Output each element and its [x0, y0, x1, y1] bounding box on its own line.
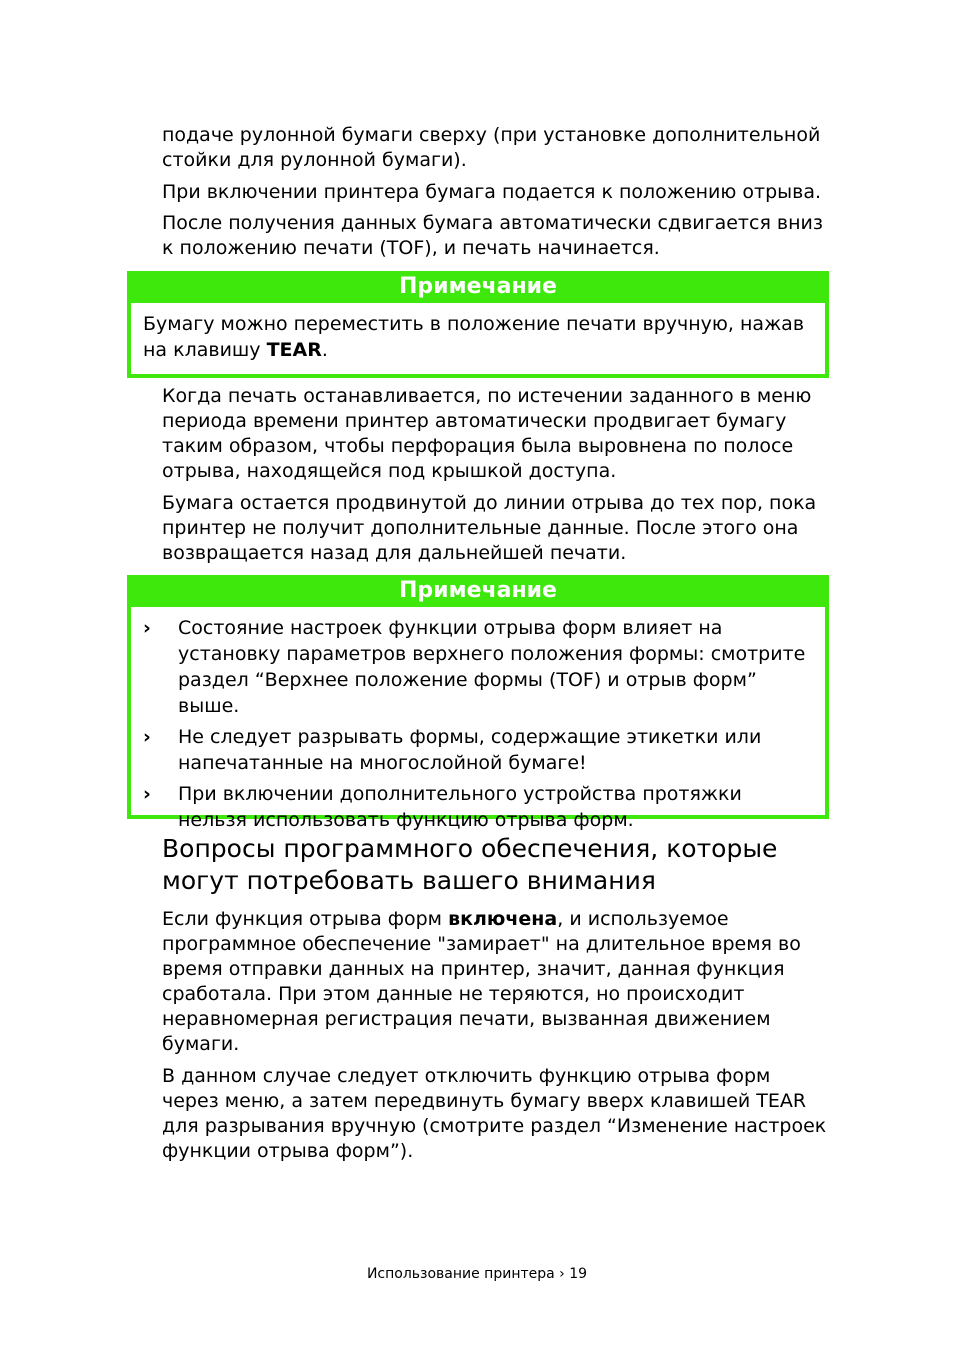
list-item-text: Не следует разрывать формы, содержащие этикетки или напечатанные на многослойной бумаге!: [178, 726, 762, 774]
note-text-part: Бумагу можно переместить в положение печати вручную, нажав на клавишу: [143, 313, 805, 361]
list-item: [143, 615, 813, 719]
note-text: [143, 311, 813, 363]
chevron-right-icon: ›: [143, 617, 151, 639]
list-item: [143, 781, 813, 833]
note-box-2: [127, 575, 829, 831]
section-heading: Вопросы программного обеспечения, которые могут потребовать вашего внимания: [162, 834, 778, 895]
footer-label: Использование принтера: [366, 1266, 555, 1282]
paragraph-power-on: При включении принтера бумага подается к положению отрыва.: [162, 181, 822, 203]
chevron-right-icon: ›: [143, 726, 151, 748]
note-body: [131, 607, 825, 843]
chevron-right-icon: ›: [559, 1266, 565, 1282]
paragraph-after-data: После получения данных бумага автоматически сдвигается вниз к положению печати (TOF), и печать начинается.: [162, 212, 823, 259]
note-text-end: .: [321, 339, 328, 361]
list-item-text: Состояние настроек функции отрыва форм влияет на установку параметров верхнего положения формы: смотрите раздел “Верхнее положение формы (TOF) и отрыв форм” выше.: [178, 617, 806, 717]
list-item: [143, 724, 813, 776]
list-item-text: При включении дополнительного устройства протяжки нельзя использовать функцию отрыва форм.: [178, 783, 742, 831]
note-body: [131, 303, 825, 373]
note-title: Примечание: [127, 575, 829, 607]
enabled-emphasis: включена: [448, 908, 558, 930]
page-footer: [0, 1265, 954, 1283]
tear-key-label: TEAR: [266, 339, 322, 361]
paragraph-text-part: , и используемое программное обеспечение "замирает" на длительное время во время отправки данных на принтер, значит, данная функция сработала. При этом данные не теряются, но происходит неравномерная регистрация печати, вызванная движением бумаги.: [162, 908, 801, 1055]
chevron-right-icon: ›: [143, 783, 151, 805]
paragraph-disable-tear: В данном случае следует отключить функцию отрыва форм через меню, а затем передвинуть бумагу вверх клавишей TEAR для разрывания вручную (смотрите раздел “Изменение настроек функции отрыва форм”).: [162, 1065, 827, 1162]
paragraph-paper-advanced: Бумага остается продвинутой до линии отрыва до тех пор, пока принтер не получит дополнительные данные. После этого она возвращается назад для дальнейшей печати.: [162, 492, 817, 564]
note-bullet-list: [143, 615, 813, 833]
page-number: 19: [569, 1266, 588, 1282]
paragraph-print-stops: Когда печать останавливается, по истечении заданного в меню периода времени принтер автоматически продвигает бумагу таким образом, чтобы перфорация была выровнена по полосе отрыва, находящейся под крышкой доступа.: [162, 385, 812, 482]
paragraph-text-part: Если функция отрыва форм: [162, 908, 449, 930]
paragraph-software-freezes: [162, 907, 832, 1057]
note-box-1: [127, 271, 829, 378]
paragraph-roll-paper: подаче рулонной бумаги сверху (при установке дополнительной стойки для рулонной бумаги).: [162, 124, 821, 171]
note-title: Примечание: [127, 271, 829, 303]
